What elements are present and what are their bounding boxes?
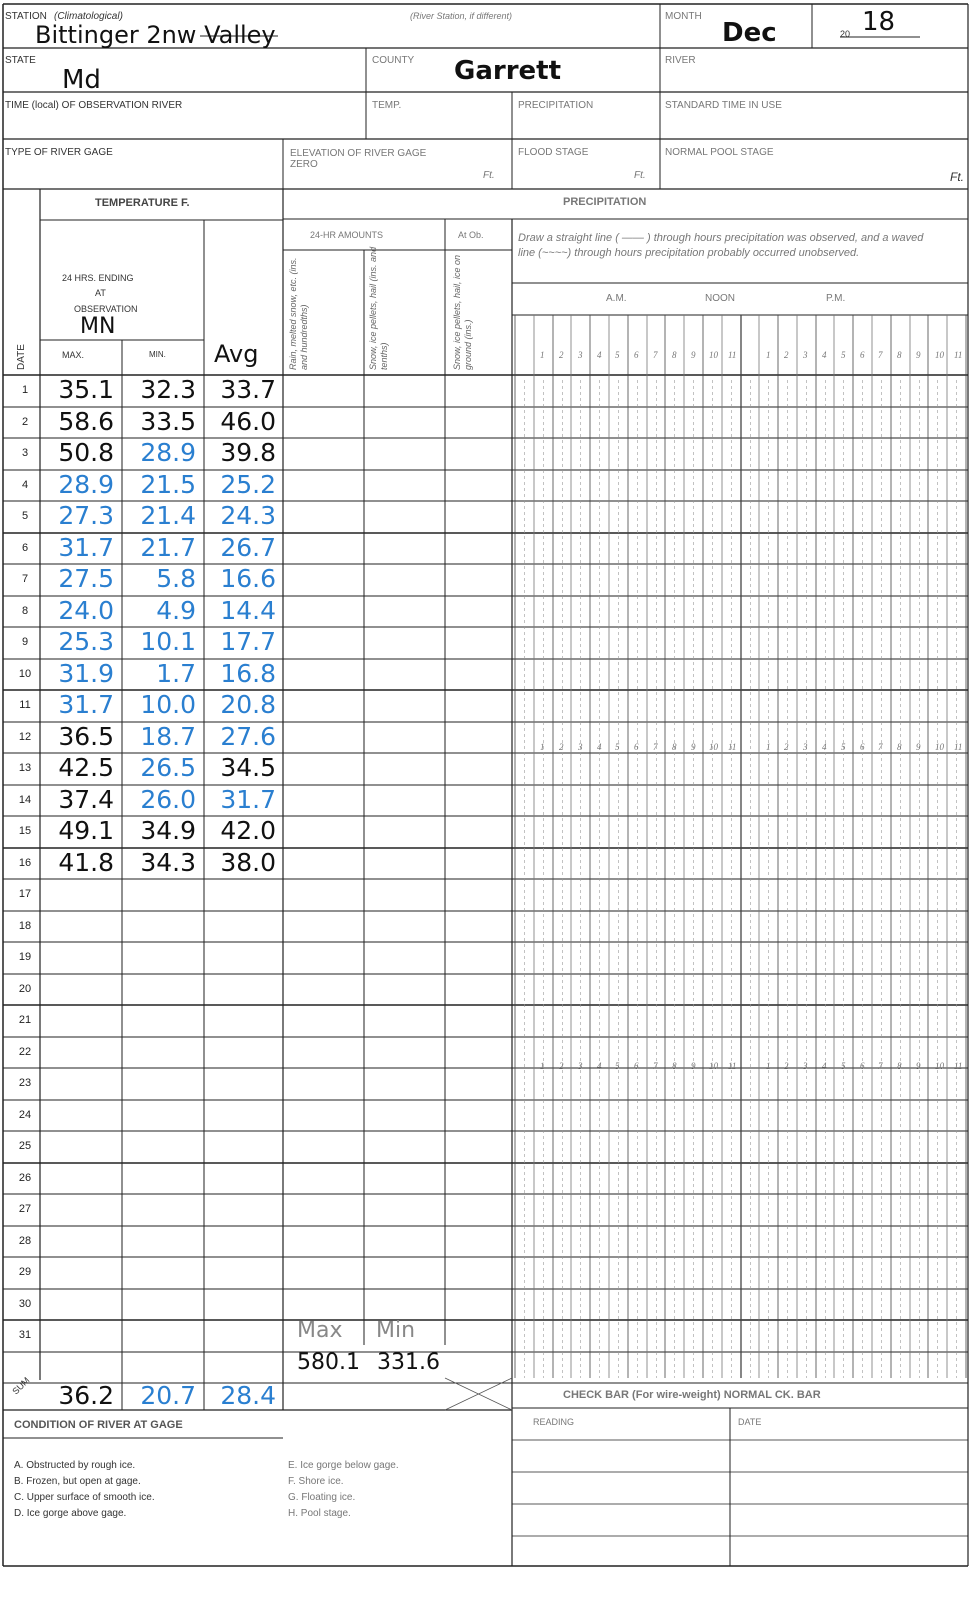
hour-number: 11 xyxy=(954,1061,963,1071)
max-temp-cell: 35.1 xyxy=(58,375,114,404)
max-temp-cell xyxy=(42,1289,114,1319)
hour-number: 11 xyxy=(954,350,963,360)
check-bar-reading: READING xyxy=(533,1417,575,1427)
hour-number: 7 xyxy=(653,1061,658,1071)
condition-c: C. Upper surface of smooth ice. xyxy=(14,1492,155,1503)
max-temp-cell: 37.4 xyxy=(58,785,114,814)
min-temp-cell xyxy=(122,911,196,941)
hour-number: 9 xyxy=(916,350,921,360)
hour-number: 6 xyxy=(634,350,639,360)
avg-temp-cell: 25.2 xyxy=(220,470,276,499)
max-temp-cell: 24.0 xyxy=(58,596,114,625)
hour-number: 10 xyxy=(935,350,944,360)
extreme-min-label: Min xyxy=(376,1318,416,1343)
max-temp-cell xyxy=(42,879,114,909)
hour-number: 4 xyxy=(597,1061,602,1071)
hour-number: 3 xyxy=(803,350,808,360)
max-temp-cell: 50.8 xyxy=(58,438,114,467)
hour-number: 6 xyxy=(634,1061,639,1071)
elevation-label: ELEVATION OF RIVER GAGE ZERO xyxy=(290,148,427,170)
avg-temp-cell: 34.5 xyxy=(220,753,276,782)
avg-column-header: Avg xyxy=(214,340,259,368)
avg-temp-cell xyxy=(204,1226,276,1256)
date-cell: 6 xyxy=(21,542,29,554)
hour-number: 5 xyxy=(841,742,846,752)
max-temp-cell xyxy=(42,911,114,941)
avg-temp-cell xyxy=(204,1257,276,1287)
min-temp-cell: 18.7 xyxy=(140,722,196,751)
hour-number: 6 xyxy=(634,742,639,752)
temperature-heading: TEMPERATURE F. xyxy=(95,197,190,209)
avg-temp-cell xyxy=(204,1037,276,1067)
max-temp-cell: 58.6 xyxy=(58,407,114,436)
date-cell: 5 xyxy=(21,510,29,522)
sum-min: 20.7 xyxy=(140,1381,196,1410)
date-cell: 9 xyxy=(21,636,29,648)
noon-label: NOON xyxy=(705,293,735,304)
hour-number: 9 xyxy=(916,742,921,752)
condition-f: F. Shore ice. xyxy=(288,1476,344,1487)
check-bar-title: CHECK BAR (For wire-weight) NORMAL CK. BAR xyxy=(563,1389,821,1401)
date-column-header: DATE xyxy=(16,344,27,370)
hour-number: 11 xyxy=(954,742,963,752)
hour-number: 10 xyxy=(709,1061,718,1071)
max-temp-cell xyxy=(42,1194,114,1224)
station-label: STATION xyxy=(5,11,47,22)
date-cell: 20 xyxy=(18,983,32,995)
max-temp-cell: 25.3 xyxy=(58,627,114,656)
date-cell: 29 xyxy=(18,1266,32,1278)
avg-temp-cell: 31.7 xyxy=(220,785,276,814)
hour-number: 9 xyxy=(691,1061,696,1071)
avg-temp-cell: 16.8 xyxy=(220,659,276,688)
temp-label: TEMP. xyxy=(372,100,402,111)
observation-time: MN xyxy=(80,314,116,339)
date-cell: 23 xyxy=(18,1077,32,1089)
min-temp-cell: 21.4 xyxy=(140,501,196,530)
state-value: Md xyxy=(62,65,101,95)
flood-stage-label: FLOOD STAGE xyxy=(518,147,589,158)
hour-number: 3 xyxy=(578,350,583,360)
min-temp-cell xyxy=(122,1131,196,1161)
ending-line1: 24 HRS. ENDING xyxy=(62,273,134,283)
min-temp-cell: 26.5 xyxy=(140,753,196,782)
time-label: TIME (local) OF OBSERVATION RIVER xyxy=(5,100,183,111)
hour-number: 2 xyxy=(784,742,789,752)
ground-snow-column-header: Snow, ice pellets, hail, ice on ground (ins.) xyxy=(452,254,473,370)
max-temp-cell xyxy=(42,1163,114,1193)
max-temp-cell: 27.5 xyxy=(58,564,114,593)
date-cell: 27 xyxy=(18,1203,32,1215)
sum-label: SUM xyxy=(10,1375,32,1397)
hour-number: 7 xyxy=(878,1061,883,1071)
min-temp-cell: 33.5 xyxy=(140,407,196,436)
hour-number: 8 xyxy=(672,742,677,752)
amounts-heading: 24-HR AMOUNTS xyxy=(310,230,384,240)
min-temp-cell xyxy=(122,974,196,1004)
min-temp-cell: 28.9 xyxy=(140,438,196,467)
avg-temp-cell xyxy=(204,1163,276,1193)
min-temp-cell: 34.3 xyxy=(140,848,196,877)
hour-number: 7 xyxy=(878,350,883,360)
hour-number: 7 xyxy=(653,350,658,360)
date-cell: 1 xyxy=(21,384,29,396)
hour-number: 3 xyxy=(578,742,583,752)
check-bar-date: DATE xyxy=(738,1417,762,1427)
avg-temp-cell: 42.0 xyxy=(220,816,276,845)
date-cell: 18 xyxy=(18,920,32,932)
pool-stage-label: NORMAL POOL STAGE xyxy=(665,147,774,158)
hour-number: 6 xyxy=(860,742,865,752)
date-cell: 3 xyxy=(21,447,29,459)
river-condition-title: CONDITION OF RIVER AT GAGE xyxy=(14,1419,183,1431)
precipitation-instructions: Draw a straight line ( —— ) through hours precipitation was observed, and a waved line (~~~~) through hours precipitation probably occurred unobserved. xyxy=(518,232,924,259)
date-cell: 17 xyxy=(18,888,32,900)
min-temp-cell xyxy=(122,1320,196,1350)
station-label-note: (Climatological) xyxy=(54,11,123,22)
min-temp-cell xyxy=(122,1163,196,1193)
min-column-header: MIN. xyxy=(149,350,166,359)
hour-number: 11 xyxy=(728,350,737,360)
min-temp-cell: 10.1 xyxy=(140,627,196,656)
avg-temp-cell xyxy=(204,1100,276,1130)
max-temp-cell: 31.9 xyxy=(58,659,114,688)
hour-number: 10 xyxy=(709,742,718,752)
condition-a: A. Obstructed by rough ice. xyxy=(14,1460,136,1471)
avg-temp-cell xyxy=(204,974,276,1004)
condition-e: E. Ice gorge below gage. xyxy=(288,1460,399,1471)
date-cell: 2 xyxy=(21,416,29,428)
hour-number: 2 xyxy=(784,350,789,360)
month-label: MONTH xyxy=(665,11,702,22)
date-cell: 24 xyxy=(18,1109,32,1121)
snow-column-header: Snow, ice pellets, hail (ins. and tenths) xyxy=(368,246,389,370)
extreme-max-label: Max xyxy=(297,1318,343,1343)
max-temp-cell xyxy=(42,1037,114,1067)
avg-temp-cell xyxy=(204,1005,276,1035)
hour-number: 1 xyxy=(766,1061,771,1071)
hour-number: 2 xyxy=(784,1061,789,1071)
avg-temp-cell: 26.7 xyxy=(220,533,276,562)
hour-number: 7 xyxy=(653,742,658,752)
hour-number: 10 xyxy=(935,1061,944,1071)
county-label: COUNTY xyxy=(372,55,415,66)
date-cell: 15 xyxy=(18,825,32,837)
avg-temp-cell xyxy=(204,942,276,972)
min-temp-cell xyxy=(122,1100,196,1130)
max-temp-cell: 31.7 xyxy=(58,533,114,562)
hour-number: 8 xyxy=(672,350,677,360)
hour-number: 3 xyxy=(578,1061,583,1071)
min-temp-cell: 5.8 xyxy=(156,564,196,593)
avg-temp-cell: 24.3 xyxy=(220,501,276,530)
hour-number: 1 xyxy=(540,350,545,360)
condition-g: G. Floating ice. xyxy=(288,1492,356,1503)
hour-number: 10 xyxy=(935,742,944,752)
avg-temp-cell: 16.6 xyxy=(220,564,276,593)
county-value: Garrett xyxy=(454,56,562,86)
precip-label: PRECIPITATION xyxy=(518,100,594,111)
hour-number: 9 xyxy=(691,350,696,360)
max-temp-cell xyxy=(42,1320,114,1350)
min-temp-cell xyxy=(122,942,196,972)
avg-temp-cell: 33.7 xyxy=(220,375,276,404)
avg-temp-cell xyxy=(204,1068,276,1098)
hour-number: 9 xyxy=(691,742,696,752)
hour-number: 5 xyxy=(615,742,620,752)
min-temp-cell xyxy=(122,1005,196,1035)
hour-number: 3 xyxy=(803,742,808,752)
avg-temp-cell: 39.8 xyxy=(220,438,276,467)
hour-number: 6 xyxy=(860,350,865,360)
max-temp-cell xyxy=(42,942,114,972)
date-cell: 19 xyxy=(18,951,32,963)
avg-temp-cell xyxy=(204,879,276,909)
date-cell: 13 xyxy=(18,762,32,774)
avg-temp-cell xyxy=(204,1131,276,1161)
hour-number: 8 xyxy=(672,1061,677,1071)
hour-number: 1 xyxy=(766,350,771,360)
date-cell: 12 xyxy=(18,731,32,743)
min-temp-cell: 1.7 xyxy=(156,659,196,688)
elevation-ft: Ft. xyxy=(483,170,495,181)
at-obs-heading: At Ob. xyxy=(458,230,484,240)
min-temp-cell xyxy=(122,1037,196,1067)
am-label: A.M. xyxy=(606,293,627,304)
condition-b: B. Frozen, but open at gage. xyxy=(14,1476,141,1487)
avg-temp-cell xyxy=(204,1320,276,1350)
hour-number: 3 xyxy=(803,1061,808,1071)
month-value: Dec xyxy=(722,18,777,48)
avg-temp-cell: 17.7 xyxy=(220,627,276,656)
hour-number: 5 xyxy=(615,1061,620,1071)
hour-number: 8 xyxy=(897,1061,902,1071)
hour-number: 2 xyxy=(559,742,564,752)
hour-number: 1 xyxy=(766,742,771,752)
max-temp-cell xyxy=(42,974,114,1004)
min-temp-cell: 10.0 xyxy=(140,690,196,719)
max-temp-cell: 27.3 xyxy=(58,501,114,530)
date-cell: 16 xyxy=(18,857,32,869)
hour-number: 9 xyxy=(916,1061,921,1071)
avg-temp-cell: 20.8 xyxy=(220,690,276,719)
max-temp-cell: 42.5 xyxy=(58,753,114,782)
condition-h: H. Pool stage. xyxy=(288,1508,351,1519)
max-temp-cell xyxy=(42,1100,114,1130)
max-temp-cell xyxy=(42,1257,114,1287)
max-temp-cell xyxy=(42,1226,114,1256)
date-cell: 14 xyxy=(18,794,32,806)
hour-number: 8 xyxy=(897,350,902,360)
precipitation-heading: PRECIPITATION xyxy=(563,196,647,208)
hour-number: 4 xyxy=(822,350,827,360)
hour-number: 7 xyxy=(878,742,883,752)
min-temp-cell: 21.5 xyxy=(140,470,196,499)
max-temp-cell: 28.9 xyxy=(58,470,114,499)
hour-number: 11 xyxy=(728,1061,737,1071)
year-value: 18 xyxy=(862,7,896,37)
min-temp-cell: 34.9 xyxy=(140,816,196,845)
state-label: STATE xyxy=(5,55,36,66)
hour-number: 2 xyxy=(559,350,564,360)
extreme-max-value: 580.1 xyxy=(297,1350,360,1375)
hour-number: 1 xyxy=(540,1061,545,1071)
pool-ft: Ft. xyxy=(950,170,964,184)
hour-number: 4 xyxy=(822,1061,827,1071)
min-temp-cell xyxy=(122,1257,196,1287)
avg-temp-cell xyxy=(204,1194,276,1224)
min-temp-cell xyxy=(122,1194,196,1224)
max-temp-cell xyxy=(42,1068,114,1098)
date-cell: 10 xyxy=(18,668,32,680)
max-temp-cell: 31.7 xyxy=(58,690,114,719)
hour-number: 5 xyxy=(841,1061,846,1071)
date-cell: 4 xyxy=(21,479,29,491)
date-cell: 26 xyxy=(18,1172,32,1184)
ending-line2: AT xyxy=(95,288,106,298)
min-temp-cell xyxy=(122,1068,196,1098)
date-cell: 28 xyxy=(18,1235,32,1247)
sum-avg: 28.4 xyxy=(220,1381,276,1410)
hour-number: 5 xyxy=(841,350,846,360)
standard-time-label: STANDARD TIME IN USE xyxy=(665,100,782,111)
avg-temp-cell xyxy=(204,911,276,941)
river-station-label: (River Station, if different) xyxy=(410,11,513,21)
hour-number: 6 xyxy=(860,1061,865,1071)
min-temp-cell: 26.0 xyxy=(140,785,196,814)
river-label: RIVER xyxy=(665,55,696,66)
avg-temp-cell: 46.0 xyxy=(220,407,276,436)
hour-number: 11 xyxy=(728,742,737,752)
max-temp-cell: 36.5 xyxy=(58,722,114,751)
min-temp-cell: 21.7 xyxy=(140,533,196,562)
date-cell: 21 xyxy=(18,1014,32,1026)
hour-number: 4 xyxy=(597,350,602,360)
pm-label: P.M. xyxy=(826,293,846,304)
max-temp-cell xyxy=(42,1005,114,1035)
avg-temp-cell xyxy=(204,1289,276,1319)
ending-line3: OBSERVATION xyxy=(74,304,138,314)
min-temp-cell xyxy=(122,879,196,909)
hour-number: 8 xyxy=(897,742,902,752)
year-prefix: 20 xyxy=(840,29,851,39)
date-cell: 25 xyxy=(18,1140,32,1152)
hour-number: 2 xyxy=(559,1061,564,1071)
hour-number: 5 xyxy=(615,350,620,360)
min-temp-cell: 32.3 xyxy=(140,375,196,404)
gage-type-label: TYPE OF RIVER GAGE xyxy=(5,147,113,158)
date-cell: 11 xyxy=(19,699,31,711)
date-cell: 22 xyxy=(18,1046,32,1058)
hour-number: 4 xyxy=(822,742,827,752)
date-cell: 30 xyxy=(18,1298,32,1310)
min-temp-cell xyxy=(122,1289,196,1319)
date-cell: 8 xyxy=(21,605,29,617)
avg-temp-cell: 14.4 xyxy=(220,596,276,625)
min-temp-cell: 4.9 xyxy=(156,596,196,625)
max-column-header: MAX. xyxy=(62,350,85,360)
extreme-min-value: 331.6 xyxy=(377,1350,440,1375)
max-temp-cell xyxy=(42,1131,114,1161)
hour-number: 10 xyxy=(709,350,718,360)
hour-number: 4 xyxy=(597,742,602,752)
avg-temp-cell: 27.6 xyxy=(220,722,276,751)
max-temp-cell: 41.8 xyxy=(58,848,114,877)
min-temp-cell xyxy=(122,1226,196,1256)
date-cell: 31 xyxy=(18,1329,32,1341)
condition-d: D. Ice gorge above gage. xyxy=(14,1508,127,1519)
rain-column-header: Rain, melted snow, etc. (ins. and hundredths) xyxy=(288,257,309,370)
max-temp-cell: 49.1 xyxy=(58,816,114,845)
flood-ft: Ft. xyxy=(634,170,646,181)
date-cell: 7 xyxy=(21,573,29,585)
sum-max: 36.2 xyxy=(58,1381,114,1410)
avg-temp-cell: 38.0 xyxy=(220,848,276,877)
station-value: Bittinger 2nw Valley xyxy=(35,21,276,49)
hour-number: 1 xyxy=(540,742,545,752)
